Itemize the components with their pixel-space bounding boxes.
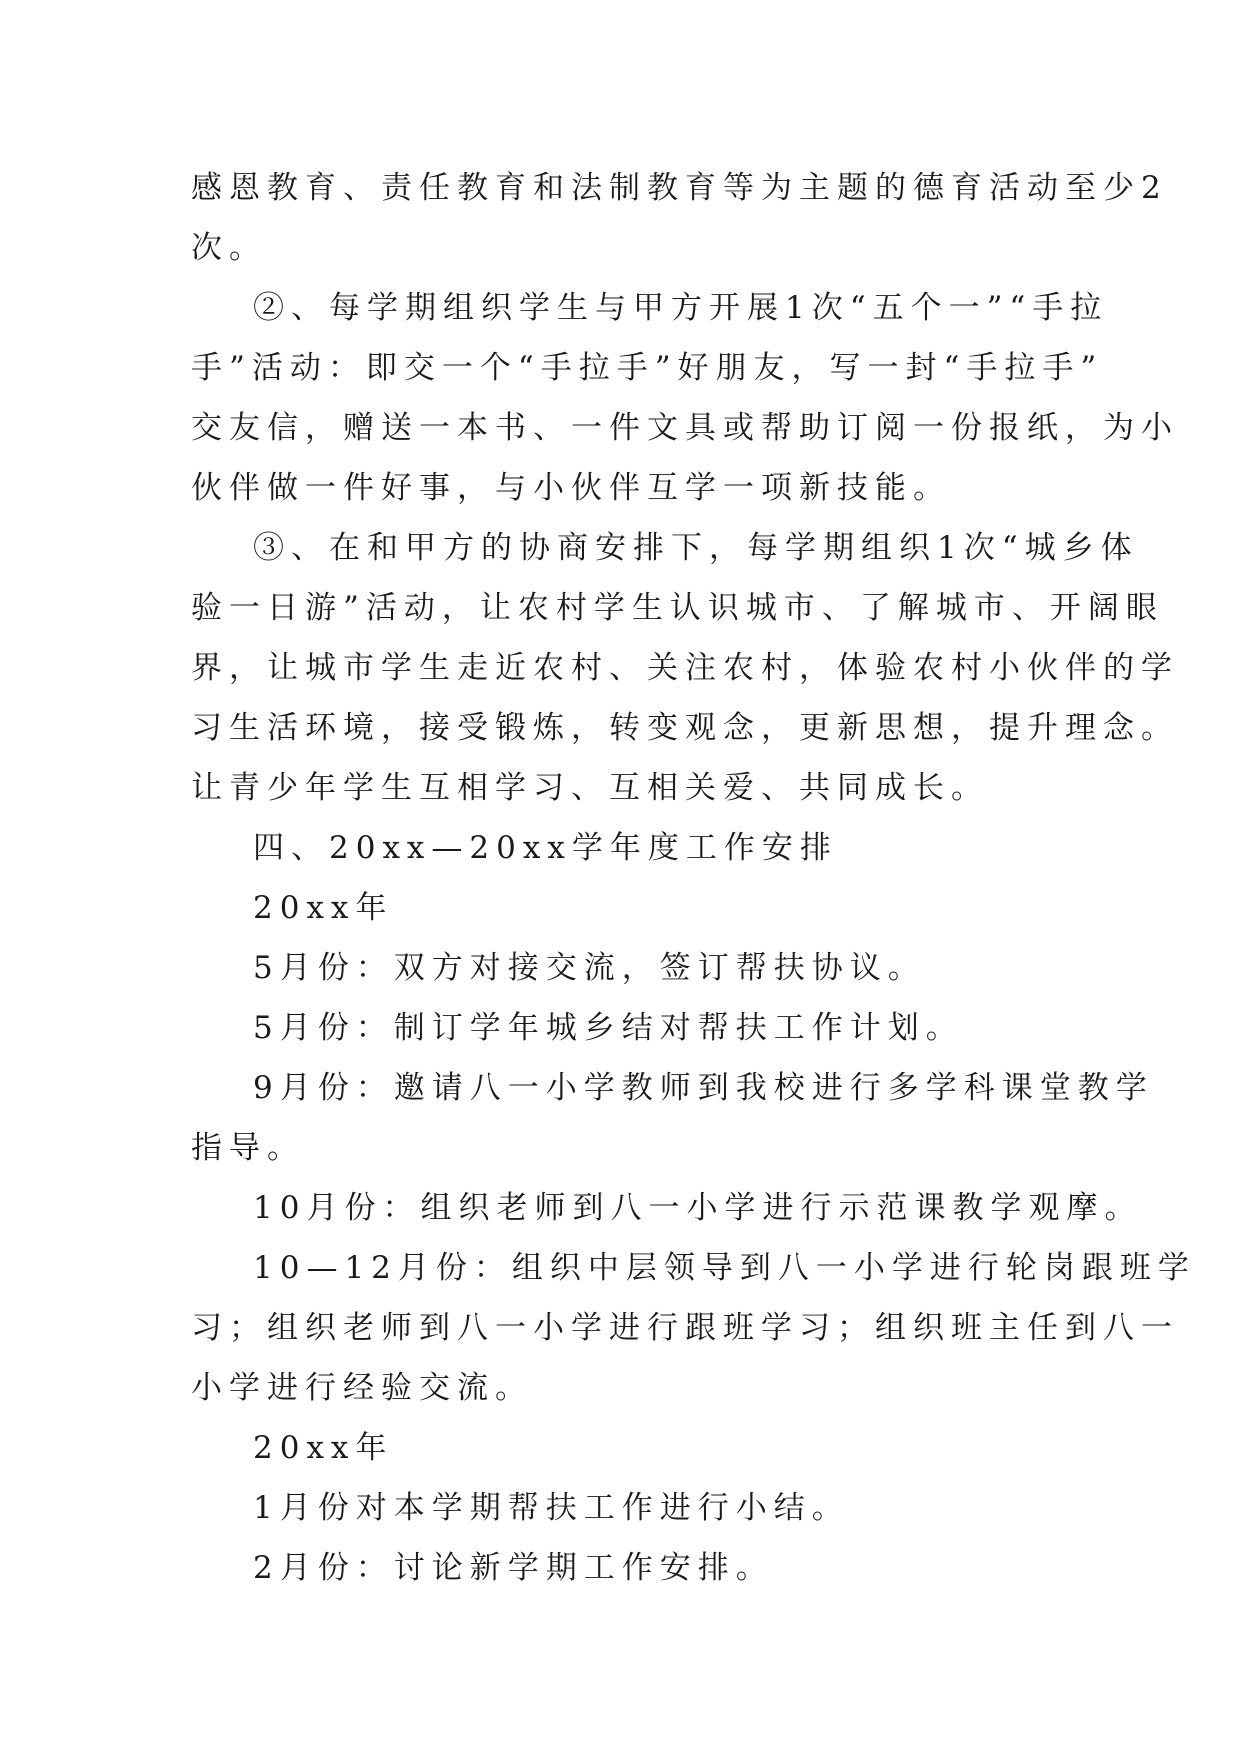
text-line: 验一日游”活动，让农村学生认识城市、了解城市、开阔眼 — [191, 590, 1164, 626]
schedule-item: 1月份对本学期帮扶工作进行小结。 — [253, 1490, 850, 1526]
text-line: ②、每学期组织学生与甲方开展1次“五个一”“手拉 — [253, 290, 1109, 326]
text-line: 习生活环境，接受锻炼，转变观念，更新思想，提升理念。 — [191, 710, 1179, 746]
text-line: 伙伴做一件好事，与小伙伴互学一项新技能。 — [191, 470, 951, 506]
year-heading: 20xx年 — [253, 890, 394, 926]
schedule-item: 2月份：讨论新学期工作安排。 — [253, 1550, 774, 1586]
text-line: 手”活动：即交一个“手拉手”好朋友，写一封“手拉手” — [191, 350, 1104, 386]
text-line: 次。 — [191, 230, 267, 266]
section-heading: 四、20xx—20xx学年度工作安排 — [253, 830, 838, 866]
year-heading: 20xx年 — [253, 1430, 394, 1466]
schedule-item: 9月份：邀请八一小学教师到我校进行多学科课堂教学 — [253, 1070, 1154, 1106]
text-line: 界，让城市学生走近农村、关注农村，体验农村小伙伴的学 — [191, 650, 1179, 686]
text-line: ③、在和甲方的协商安排下，每学期组织1次“城乡体 — [253, 530, 1139, 566]
schedule-item: 5月份：双方对接交流，签订帮扶协议。 — [253, 950, 926, 986]
text-line: 指导。 — [191, 1130, 305, 1166]
schedule-item: 5月份：制订学年城乡结对帮扶工作计划。 — [253, 1010, 964, 1046]
text-line: 交友信，赠送一本书、一件文具或帮助订阅一份报纸，为小 — [191, 410, 1179, 446]
text-line: 感恩教育、责任教育和法制教育等为主题的德育活动至少2 — [191, 170, 1168, 206]
document-body — [191, 158, 1196, 1598]
text-line: 小学进行经验交流。 — [191, 1370, 533, 1406]
text-line: 习；组织老师到八一小学进行跟班学习；组织班主任到八一 — [191, 1310, 1179, 1346]
text-line: 让青少年学生互相学习、互相关爱、共同成长。 — [191, 770, 989, 806]
schedule-item: 10—12月份：组织中层领导到八一小学进行轮岗跟班学 — [253, 1250, 1196, 1286]
schedule-item: 10月份：组织老师到八一小学进行示范课教学观摩。 — [253, 1190, 1143, 1226]
